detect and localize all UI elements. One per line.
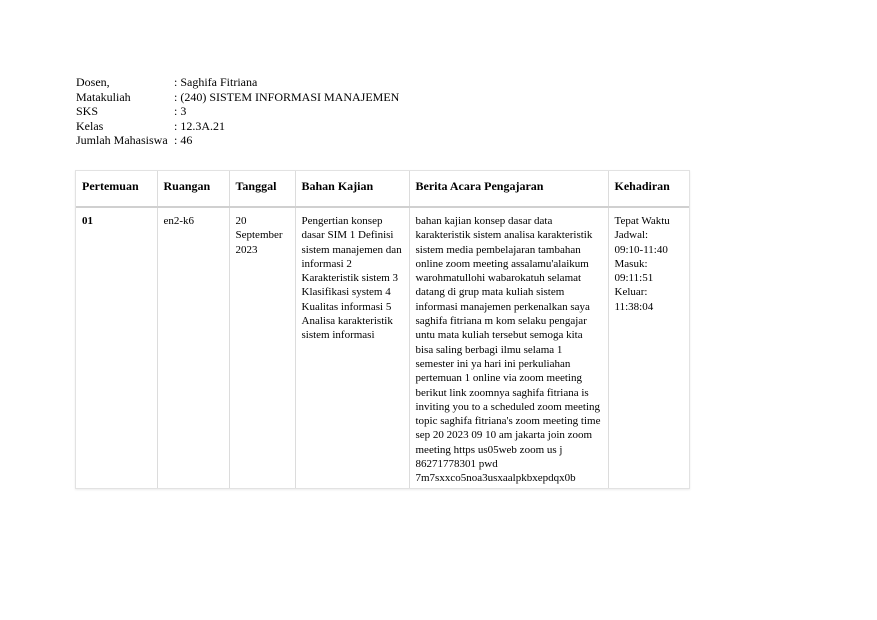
check-in-label: Masuk: (614, 257, 648, 270)
info-value: : 46 (174, 133, 193, 148)
column-header-berita-acara: Berita Acara Pengajaran (409, 171, 608, 207)
column-header-bahan-kajian: Bahan Kajian (295, 171, 409, 207)
info-row-matakuliah (76, 90, 399, 105)
info-value: : (240) SISTEM INFORMASI MANAJEMEN (174, 89, 400, 104)
schedule-value: 09:10-11:40 (614, 243, 668, 256)
column-header-ruangan: Ruangan (157, 171, 229, 207)
course-info (76, 75, 399, 148)
info-label: Jumlah Mahasiswa (76, 133, 168, 148)
cell-tanggal: 20 September 2023 (229, 207, 295, 488)
cell-pertemuan: 01 (76, 207, 157, 488)
info-label: Dosen, (76, 75, 110, 89)
cell-kehadiran (608, 207, 689, 488)
info-label: SKS (76, 104, 99, 119)
attendance-status: Tepat Waktu (614, 215, 670, 227)
column-header-tanggal: Tanggal (229, 171, 295, 207)
table-header-row (76, 171, 689, 207)
table-row (76, 207, 689, 488)
info-row-jumlah (76, 133, 399, 148)
schedule-label: Jadwal: (614, 229, 649, 242)
cell-berita-acara: bahan kajian konsep dasar data karakteristik sistem analisa karakteristik sistem media pembelajaran tambahan online zoom meeting assalamu'alaikum warohmatullohi wabarokatuh selamat datang di grup mata kuliah sistem informasi manajemen perkenalkan saya saghifa fitriana m kom selaku pengajar untu mata kuliah tersebut semoga kita bisa saling berbagi ilmu selama 1 semester ini ya hari ini perkuliahan pertemuan 1 online via zoom meeting berikut link zoomnya saghifa fitriana is inviting you to a scheduled zoom meeting topic saghifa fitriana's zoom meeting time sep 20 2023 09 10 am jakarta join zoom meeting https us05web zoom us j 86271778301 pwd 7m7sxxco5noa3usxaalpkbxepdqx0b (409, 207, 608, 488)
check-in-value: 09:11:51 (614, 272, 654, 285)
check-out-value: 11:38:04 (614, 300, 654, 313)
info-value: : 3 (174, 104, 187, 119)
info-label: Matakuliah (76, 89, 131, 104)
column-header-pertemuan: Pertemuan (76, 171, 157, 207)
cell-bahan-kajian: Pengertian konsep dasar SIM 1 Definisi sistem manajemen dan informasi 2 Karakteristik sistem 3 Klasifikasi system 4 Kualitas informasi 5 Analisa karakteristik sistem informasi (295, 207, 409, 488)
info-row-dosen (76, 75, 399, 90)
column-header-kehadiran: Kehadiran (608, 171, 689, 207)
info-value: : 12.3A.21 (174, 118, 225, 133)
info-row-kelas (76, 119, 399, 134)
info-value: : Saghifa Fitriana (174, 75, 258, 89)
check-out-label: Keluar: (614, 286, 648, 299)
info-row-sks (76, 104, 399, 119)
attendance-table (75, 170, 690, 489)
info-label: Kelas (76, 118, 104, 133)
cell-ruangan: en2-k6 (157, 207, 229, 488)
